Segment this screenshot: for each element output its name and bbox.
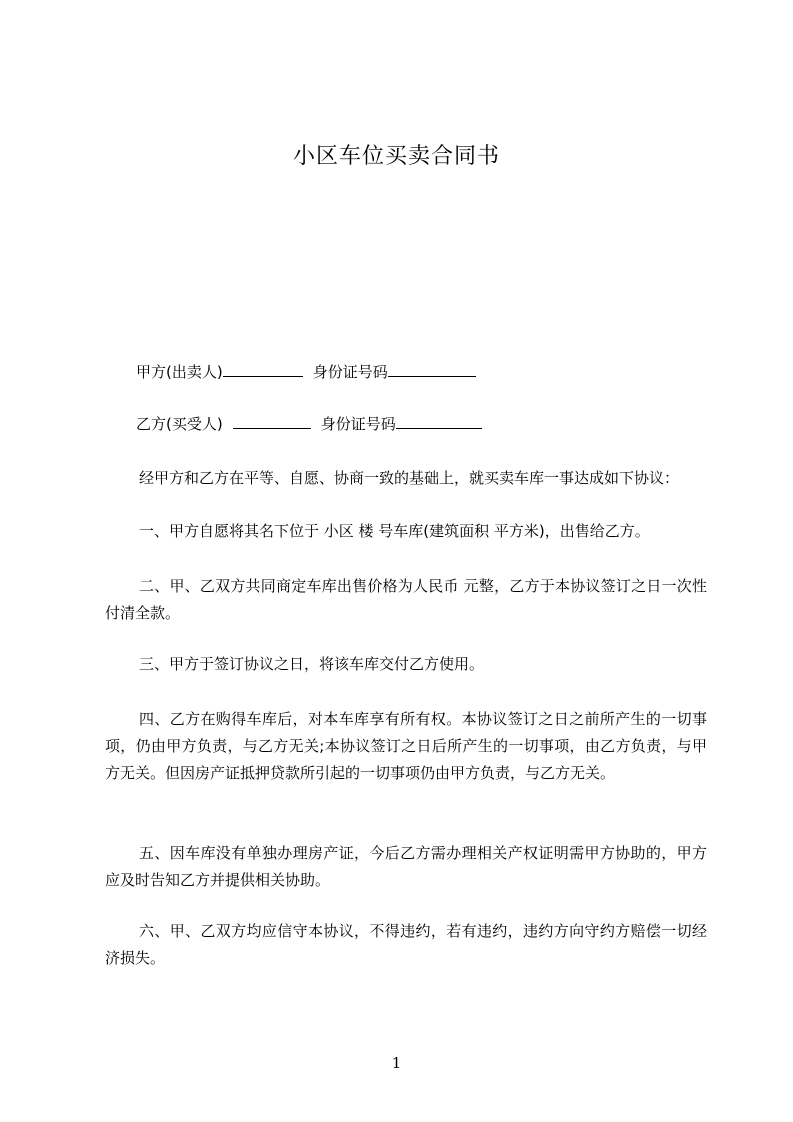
party-b-id-label: 身份证号码 [320,415,396,433]
document-title: 小区车位买卖合同书 [292,144,500,169]
intro-paragraph: 经甲方和乙方在平等、自愿、协商一致的基础上，就买卖车库一事达成如下协议： [139,469,680,487]
party-a-id-blank [388,360,476,377]
clause-5: 五、因车库没有单独办理房产证，今后乙方需办理相关产权证明需甲方协助的，甲方应及时告知乙方并提供相关协助。 [105,844,707,889]
party-b-name-blank [233,412,311,429]
party-a-label: 甲方(出卖人) [136,363,223,381]
clause-3: 三、甲方于签订协议之日，将该车库交付乙方使用。 [139,655,485,673]
clause-1: 一、甲方自愿将其名下位于 小区 楼 号车库(建筑面积 平方米)，出售给乙方。 [139,522,650,540]
party-b-label: 乙方(买受人) [136,415,223,433]
clause-2: 二、甲、乙双方共同商定车库出售价格为人民币 元整，乙方于本协议签订之日一次性付清全款。 [105,577,707,622]
party-a-name-blank [223,360,303,377]
clause-4: 四、乙方在购得车库后，对本车库享有所有权。本协议签订之日之前所产生的一切事项，仍由甲方负责，与乙方无关;本协议签订之日后所产生的一切事项，由乙方负责，与甲方无关。但因房产证抵押贷款所引起的一切事项仍由甲方负责，与乙方无关。 [105,710,707,782]
page-number: 1 [391,1054,402,1072]
party-a-id-label: 身份证号码 [312,363,388,381]
party-a-line [136,359,736,385]
party-b-line [136,411,736,437]
party-b-id-blank [396,412,482,429]
clause-6: 六、甲、乙双方均应信守本协议，不得违约，若有违约，违约方向守约方赔偿一切经济损失。 [105,922,707,967]
